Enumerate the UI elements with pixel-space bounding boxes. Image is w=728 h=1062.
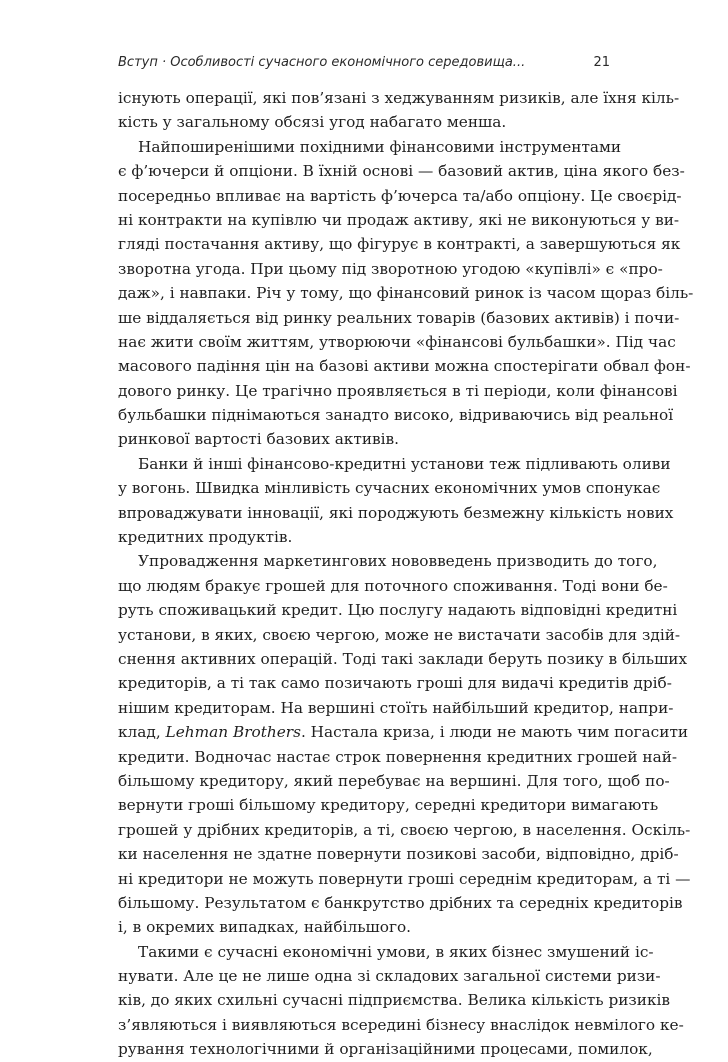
text-line: даж», і навпаки. Річ у тому, що фінансовий ринок із часом щораз біль- [118,284,694,303]
text-line: з’являються і виявляються всередині бізнесу внаслідок невмілого ке- [118,1015,684,1034]
text-line: бульбашки піднімаються занадто високо, відриваючись від реальної [118,406,674,425]
text-line: гляді постачання активу, що фігурує в контракті, а завершуються як [118,235,681,254]
page-number: 21 [593,55,610,70]
text-line: існують операції, які пов’язані з хеджуванням ризиків, але їхня кіль- [118,89,680,107]
text-line: снення активних операцій. Тоді такі заклади беруть позику в більших [118,649,688,668]
text-segment: . Настала криза, і люди не мають чим погасити [300,723,689,742]
text-line: нає жити своїм життям, утворюючи «фінансові бульбашки». Під час [118,332,676,351]
text-segment: клад, [118,723,166,742]
text-line [118,720,689,744]
text-line: Найпоширенішими похідними фінансовими інструментами [138,137,622,156]
text-line: більшому. Результатом є банкрутство дрібних та середніх кредиторів [118,893,683,912]
text-line: кредити. Водночас настає строк повернення кредитних грошей най- [118,747,678,766]
text-line: впроваджувати інновації, які породжують безмежну кількість нових [118,503,674,522]
text-line: установи, в яких, своєю чергою, може не вистачати засобів для здій- [118,625,681,644]
text-line: є ф’ючерси й опціони. В їхній основі — базовий актив, ціна якого без- [118,162,685,181]
text-line: Банки й інші фінансово-кредитні установи теж підливають оливи [138,454,671,473]
text-line: у вогонь. Швидка мінливість сучасних економічних умов спонукає [118,479,661,498]
text-line: більшому кредитору, який перебуває на вершині. Для того, щоб по- [118,771,670,790]
text-line: зворотна угода. При цьому під зворотною угодою «купівлі» є «про- [118,259,663,278]
running-title: Вступ · Особливості сучасного економічного середовища... [118,55,526,70]
text-line: посередньо впливає на вартість ф’ючерса та/або опціону. Це своєрід- [118,186,682,205]
text-line: кредитних продуктів. [118,528,293,547]
text-line: ше віддаляється від ринку реальних товарів (базових активів) і почи- [118,308,680,327]
text-line: ні контракти на купівлю чи продаж активу, які не виконуються у ви- [118,210,680,229]
text-line: нувати. Але це не лише одна зі складових загальної системи ризи- [118,967,661,986]
text-line: масового падіння цін на базові активи можна спостерігати обвал фон- [118,357,691,376]
text-line: руть споживацький кредит. Цю послугу надають відповідні кредитні [118,601,678,620]
text-line: і, в окремих випадках, найбільшого. [118,918,412,937]
text-line: Упровадження маркетингових нововведень призводить до того, [138,552,658,571]
text-line: дового ринку. Це трагічно проявляється в ті періоди, коли фінансові [118,381,678,400]
body-text [118,86,694,1062]
company-name: Lehman Brothers [165,723,301,742]
text-line: нішим кредиторам. На вершині стоїть найбільший кредитор, напри- [118,698,674,717]
text-line: Такими є сучасні економічні умови, в яких бізнес змушений іс- [138,942,654,961]
text-line: кредиторів, а ті так само позичають гроші для видачі кредитів дріб- [118,674,672,693]
text-line: ки населення не здатне повернути позикові засоби, відповідно, дріб- [118,845,679,864]
text-line: ринкової вартості базових активів. [118,430,400,449]
text-line: що людям бракує грошей для поточного споживання. Тоді вони бе- [118,576,668,595]
text-line: грошей у дрібних кредиторів, а ті, своєю чергою, в населення. Оскіль- [118,820,691,839]
running-head [118,55,610,75]
text-line: рування технологічними й організаційними процесами, помилок, [118,1040,653,1059]
text-line: ків, до яких схильні сучасні підприємства. Велика кількість ризиків [118,991,671,1010]
text-line: вернути гроші більшому кредитору, середні кредитори вимагають [118,796,659,815]
text-line: ні кредитори не можуть повернути гроші середнім кредиторам, а ті — [118,869,691,888]
text-line: кість у загальному обсязі угод набагато менша. [118,113,507,132]
